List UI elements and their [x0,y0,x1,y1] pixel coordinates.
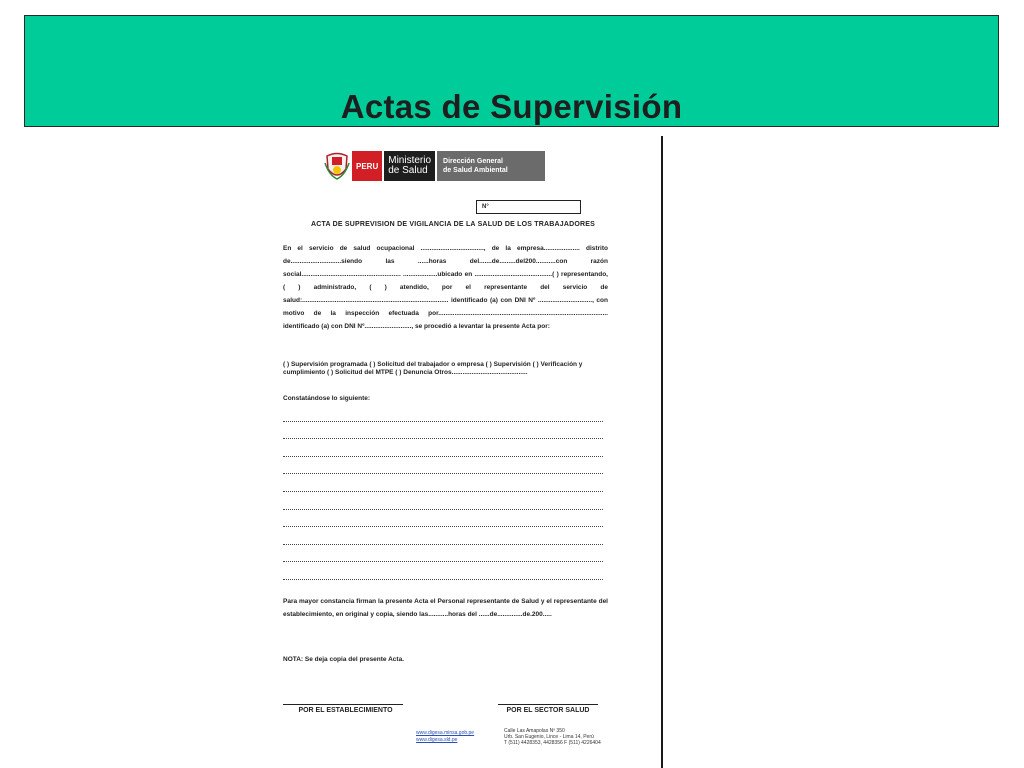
footer-link[interactable]: www.digesa.minsa.gob.pe [416,730,475,736]
signature-label-left: POR EL ESTABLECIMIENTO [298,707,393,714]
dotted-line [283,545,603,563]
dotted-line [283,562,603,580]
intro-paragraph: En el servicio de salud ocupacional ..................................., de la empresa.................... distrito de............................siendo las ......horas del.......de.........del200...........con razón social....................................................... ...................ubicado en ...........................................( ) representando, ( ) administrado, ( ) atendido, por el representante del servicio de salud:................................................................................. identificado (a) con DNI Nº .............................., con motivo de la inspección efectuada por.............................................................................................. identificado (a) con DNI Nº.........................., se procedió a levantar la presente Acta por: [283,245,608,330]
dotted-line [283,492,603,510]
footer-links [416,730,474,744]
dotted-line [283,474,603,492]
document-page [278,140,658,768]
footer-link[interactable]: www.digesa.sld.pe [416,737,458,743]
ministerio-label [382,151,435,181]
signature-line-right [498,704,598,705]
observation-lines [283,404,603,580]
constat-label: Constatándose lo siguiente: [283,395,371,402]
address-line: Calle Las Amapolas Nº 350 [504,728,565,734]
options-paragraph: ( ) Supervisión programada ( ) Solicitud del trabajador o empresa ( ) Supervisión ( ) Verificación y cumplimiento ( ) Solicitud del MTPE ( ) Denuncia Otros.......................................... [283,361,583,376]
address-line: T (511) 4428353, 4428356 F (511) 4226404 [504,740,601,746]
peru-label: PERU [352,151,382,181]
dotted-line [283,439,603,457]
coat-of-arms-icon [324,151,350,181]
dotted-line [283,457,603,475]
document-title: ACTA DE SUPREVISION DE VIGILANCIA DE LA SALUD DE LOS TRABAJADORES [311,221,595,228]
dotted-line [283,422,603,440]
vertical-divider [661,136,663,768]
dotted-line [283,527,603,545]
numero-box: N° [476,200,581,214]
direccion-label [435,151,545,181]
address-line: Urb. San Eugenio, Lince - Lima 14, Perú [504,734,594,740]
ministerio-line2: de Salud [388,165,428,176]
title-banner [24,15,999,127]
direccion-line1: Dirección General [443,158,503,165]
slide-title: Actas de Supervisión [340,88,683,125]
footer-address [504,728,601,746]
dotted-line [283,404,603,422]
signature-label-right: POR EL SECTOR SALUD [506,707,590,714]
header-logo [324,150,545,182]
direccion-line2: de Salud Ambiental [443,167,508,174]
ministerio-line1: Ministerio [388,155,432,166]
dotted-line [283,510,603,528]
closing-paragraph: Para mayor constancia firman la presente Acta el Personal representante de Salud y el representante del establecimiento, en original y copia, siendo las...........horas del ......de..............de.200..... [283,598,608,618]
nota-text: NOTA: Se deja copia del presente Acta. [283,656,405,663]
signature-line-left [283,704,403,705]
